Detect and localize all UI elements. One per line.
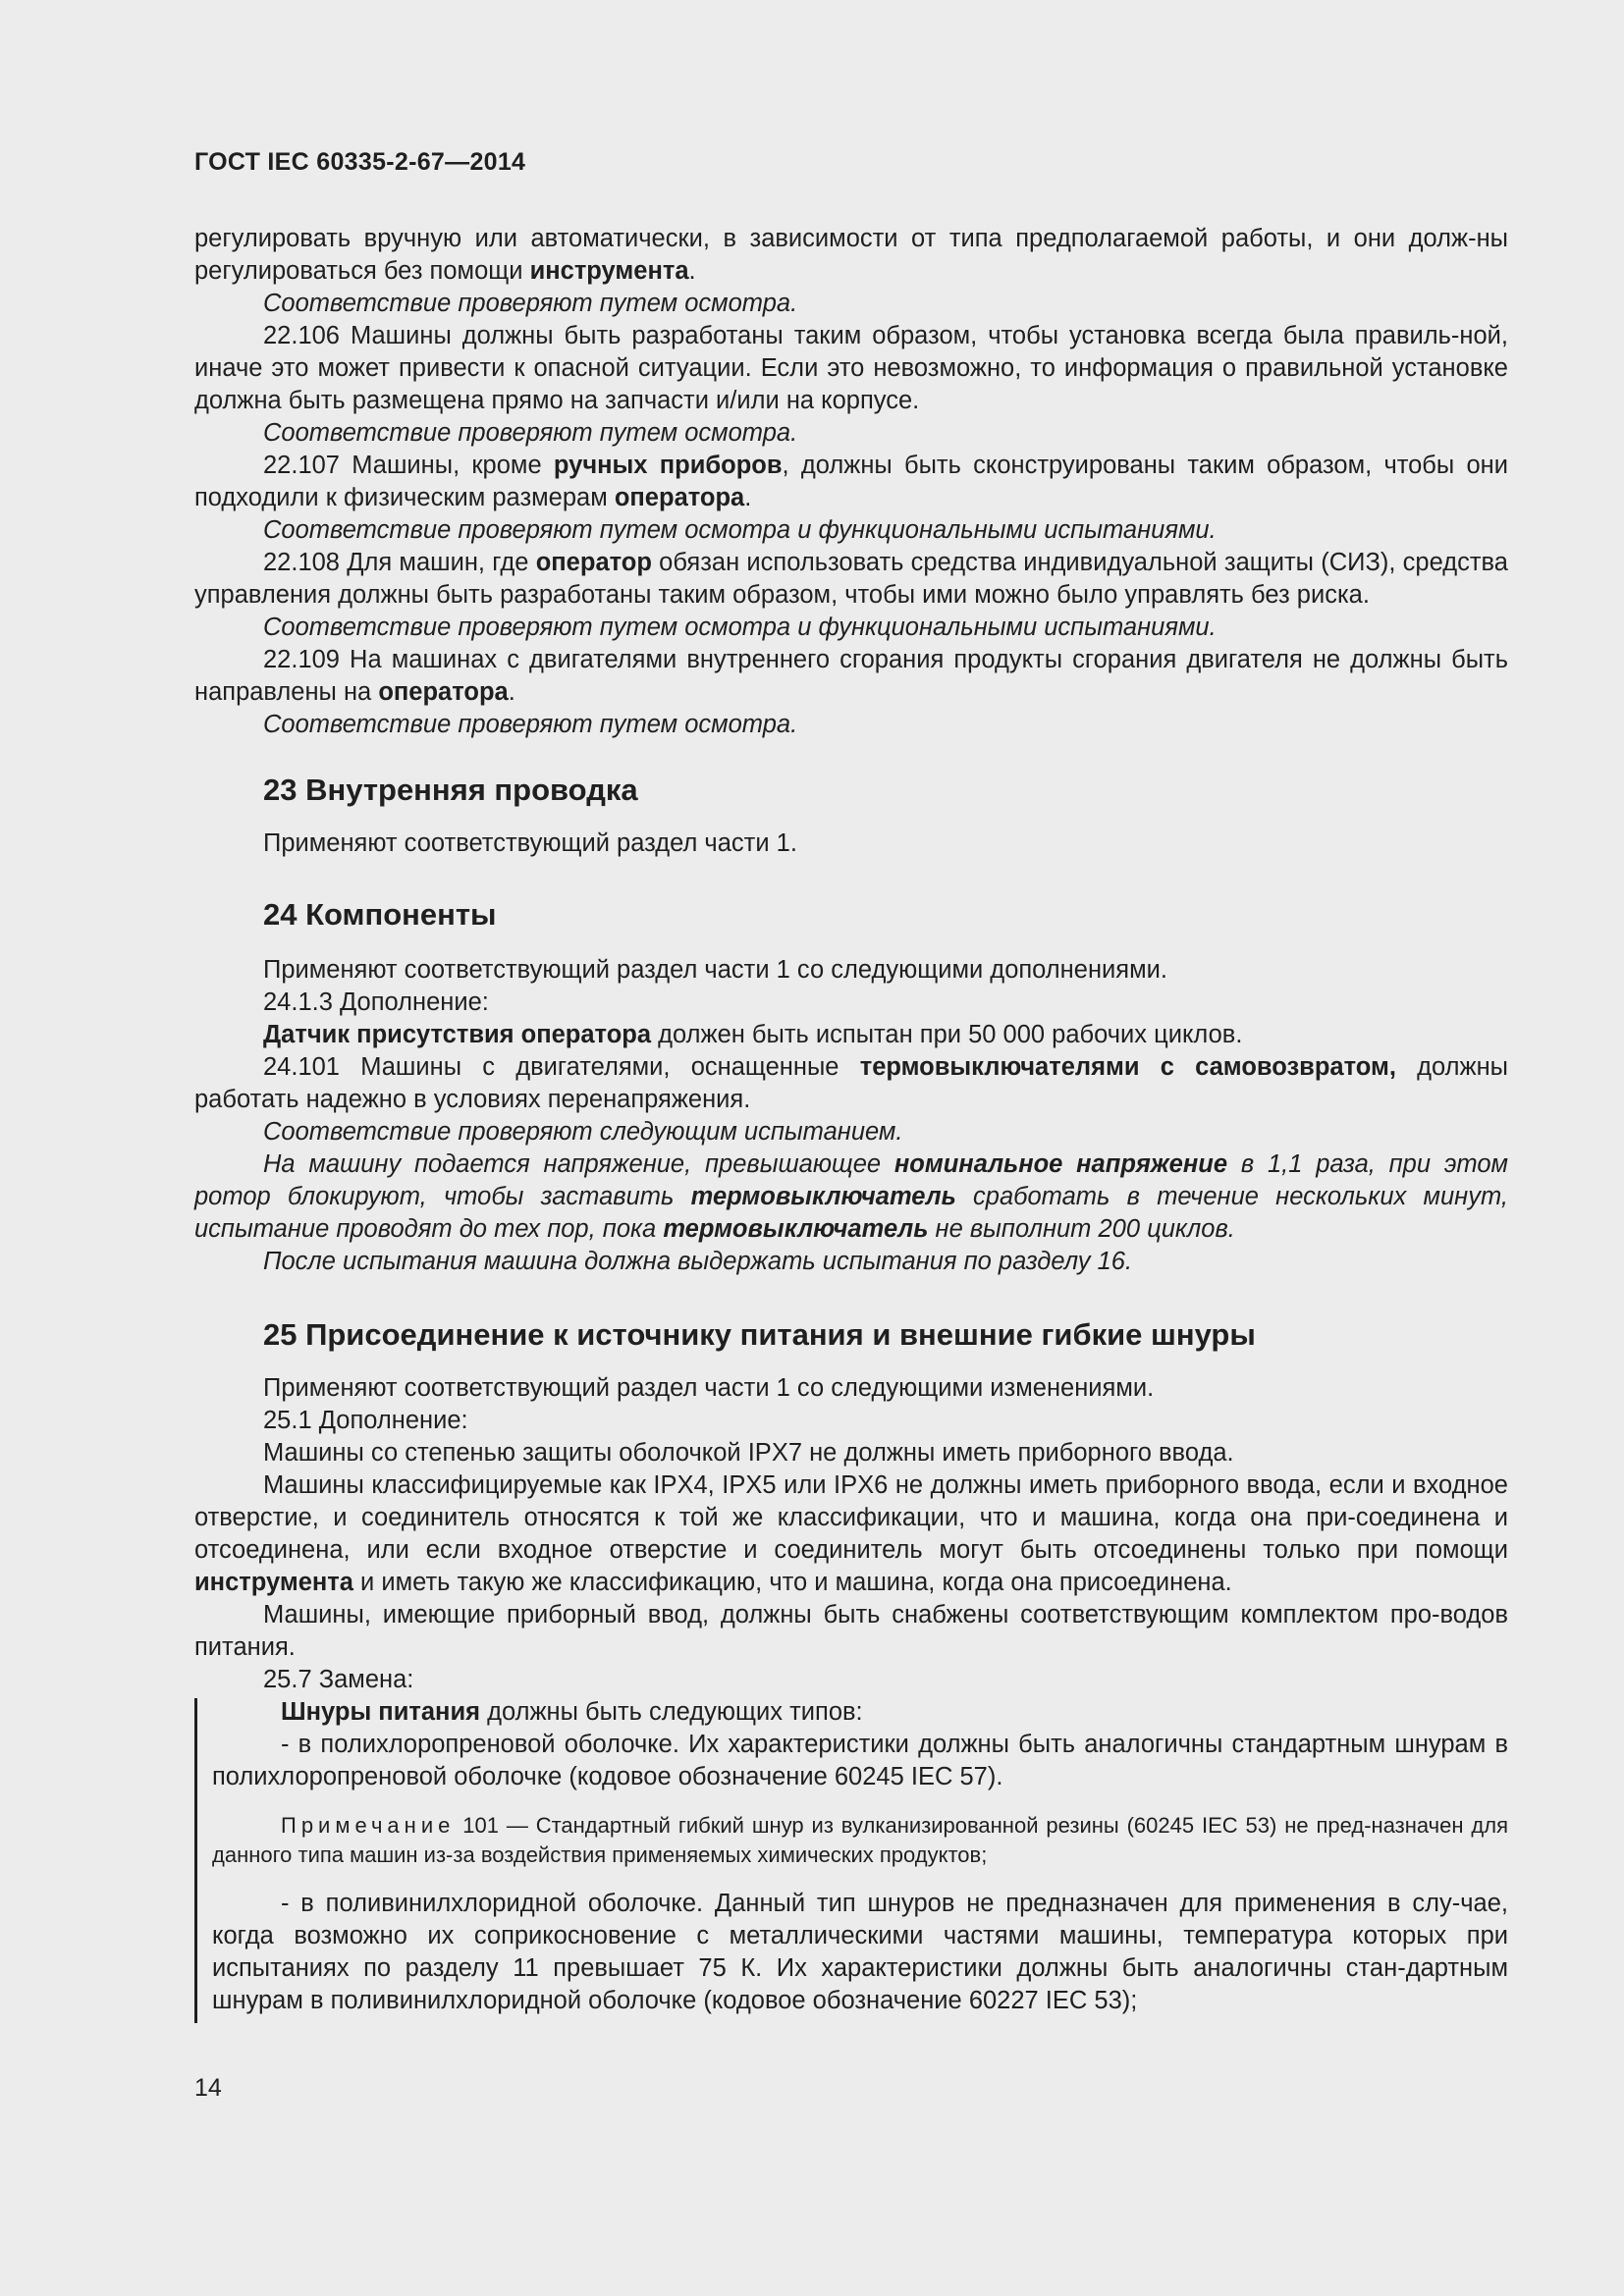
cord-type-polychloroprene: - в полихлоропреновой оболочке. Их характеристики должны быть аналогичны стандартным шнурам в полихлоропреновой оболочке (кодовое обозначение 60245 IEC 57). xyxy=(212,1731,1508,1790)
section-24-title: 24 Компоненты xyxy=(263,897,497,932)
document-body xyxy=(194,223,1508,2017)
change-bar-block xyxy=(194,1696,1508,2017)
section-25-title: 25 Присоединение к источнику питания и внешние гибкие шнуры xyxy=(263,1317,1256,1352)
section-23-text: Применяют соответствующий раздел части 1. xyxy=(263,829,797,857)
test-description: На машину подается напряжение, превышающее номинальное напряжение в 1,1 раза, при этом ротор блокируют, чтобы заставить термовыключатель сработать в течение нескольких минут, испытание проводят до тех пор, пока термовыключатель не выполнит 200 циклов. xyxy=(194,1150,1508,1243)
document-page xyxy=(194,0,1508,2296)
clause-22-109: 22.109 На машинах с двигателями внутреннего сгорания продукты сгорания двигателя не должны быть направлены на оператора. xyxy=(194,646,1508,706)
note-101: Примечание 101 — Стандартный гибкий шнур из вулканизированной резины (60245 IEC 53) не пред-назначен для данного типа машин из-за воздействия применяемых химических продуктов; xyxy=(212,1813,1508,1867)
clause-24-101: 24.101 Машины с двигателями, оснащенные термовыключателями с самовозвратом, должны работать надежно в условиях перенапряжения. xyxy=(194,1053,1509,1113)
clause-25-7: 25.7 Замена: xyxy=(263,1666,414,1693)
clause-22-108: 22.108 Для машин, где оператор обязан использовать средства индивидуальной защиты (СИЗ), средства управления должны быть разработаны таким образом, чтобы ими можно было управлять без риска. xyxy=(194,549,1508,609)
test-result-note: После испытания машина должна выдержать испытания по разделу 16. xyxy=(263,1248,1133,1275)
ipx-classification-paragraph: Машины классифицируемые как IPX4, IPX5 или IPX6 не должны иметь приборного ввода, если и входное отверстие, и соединитель относятся к той же классификации, что и машина, когда она при-соединена и отсоединена, или если входное отверстие и соединитель могут быть отсоединены только при помощи инструмента и иметь такую же классификацию, что и машина, когда она присоединена. xyxy=(194,1471,1508,1596)
page-number: 14 xyxy=(194,2074,222,2102)
compliance-note: Соответствие проверяют путем осмотра. xyxy=(263,290,798,317)
section-24-intro: Применяют соответствующий раздел части 1 со следующими дополнениями. xyxy=(263,956,1167,984)
cord-types-intro: Шнуры питания должны быть следующих типов: xyxy=(281,1698,863,1726)
operator-sensor-paragraph: Датчик присутствия оператора должен быть испытан при 50 000 рабочих циклов. xyxy=(263,1021,1243,1048)
supply-cords-paragraph: Машины, имеющие приборный ввод, должны быть снабжены соответствующим комплектом про-водов питания. xyxy=(194,1601,1508,1661)
cord-type-pvc: - в поливинилхлоридной оболочке. Данный тип шнуров не предназначен для применения в слу-чае, когда возможно их соприкосновение с металлическими частями машины, температура которых при испытаниях по разделу 11 превышает 75 К. Их характеристики должны быть аналогичны стан-дартным шнурам в поливинилхлоридной оболочке (кодовое обозначение 60227 IEC 53); xyxy=(212,1890,1508,2014)
clause-22-107: 22.107 Машины, кроме ручных приборов, должны быть сконструированы таким образом, чтобы они подходили к физическим размерам оператора. xyxy=(194,452,1509,511)
clause-25-1: 25.1 Дополнение: xyxy=(263,1407,468,1434)
ipx7-paragraph: Машины со степенью защиты оболочкой IPX7 не должны иметь приборного ввода. xyxy=(263,1439,1234,1467)
compliance-note: Соответствие проверяют следующим испытанием. xyxy=(263,1118,903,1146)
document-header: ГОСТ IEC 60335-2-67—2014 xyxy=(194,148,526,176)
section-25-intro: Применяют соответствующий раздел части 1 со следующими изменениями. xyxy=(263,1374,1155,1402)
clause-22-106: 22.106 Машины должны быть разработаны таким образом, чтобы установка всегда была правиль-ной, иначе это может привести к опасной ситуации. Если это невозможно, то информация о правильной установке должна быть размещена прямо на запчасти и/или на корпусе. xyxy=(194,322,1508,414)
compliance-note: Соответствие проверяют путем осмотра и функциональными испытаниями. xyxy=(263,614,1217,641)
compliance-note: Соответствие проверяют путем осмотра. xyxy=(263,711,798,738)
compliance-note: Соответствие проверяют путем осмотра. xyxy=(263,419,798,447)
section-23-title: 23 Внутренняя проводка xyxy=(263,773,638,807)
paragraph: регулировать вручную или автоматически, в зависимости от типа предполагаемой работы, и они долж-ны регулироваться без помощи инструмента. xyxy=(194,225,1508,285)
compliance-note: Соответствие проверяют путем осмотра и функциональными испытаниями. xyxy=(263,516,1217,544)
clause-24-1-3: 24.1.3 Дополнение: xyxy=(263,988,489,1016)
